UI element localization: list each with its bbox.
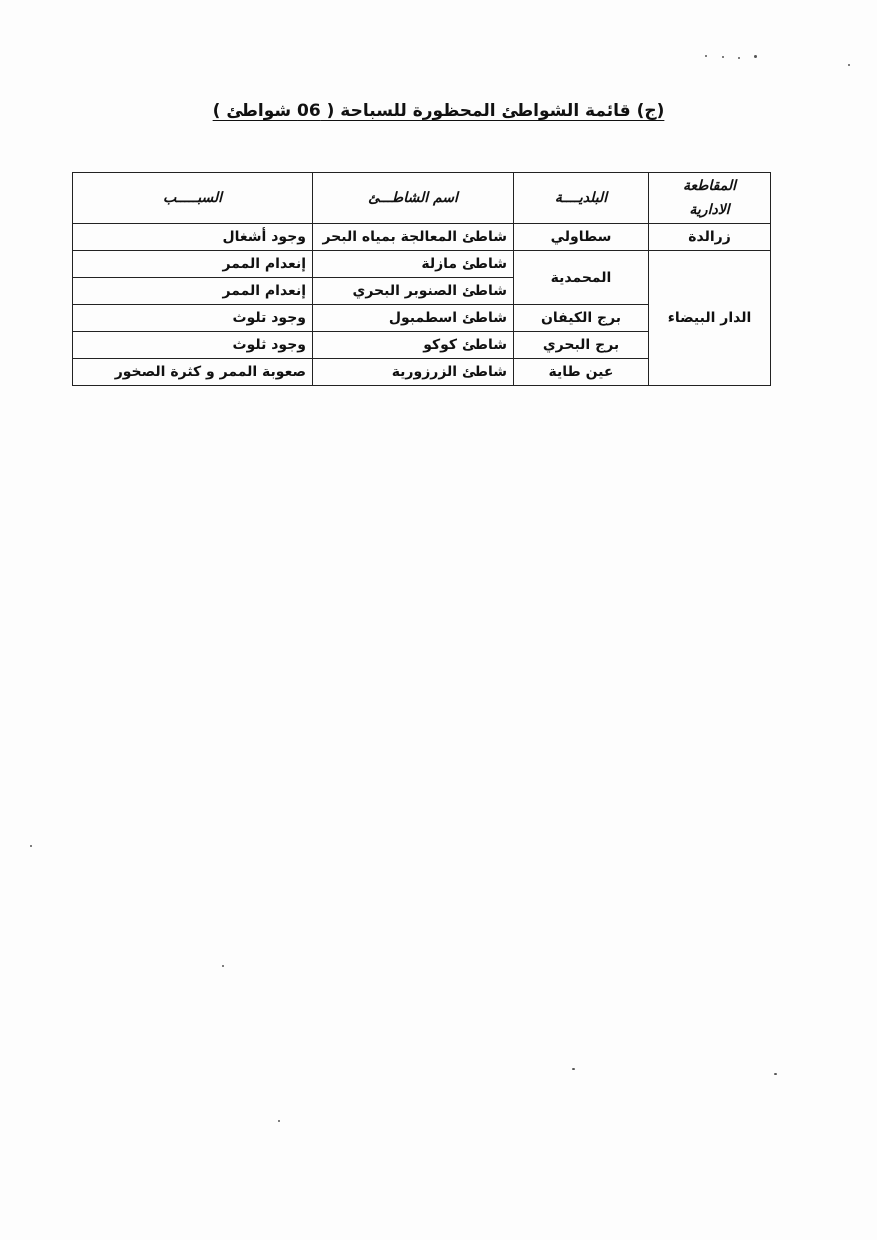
cell-commune: برج الكيفان [514, 305, 649, 332]
header-prefecture [649, 173, 771, 224]
document-title [0, 101, 877, 121]
scan-speck [774, 1073, 777, 1075]
header-beach: اسم الشاطـــئ [313, 173, 514, 224]
scan-speck [754, 55, 757, 58]
scan-speck [222, 965, 224, 967]
cell-beach: شاطئ كوكو [313, 332, 514, 359]
banned-beaches-table [72, 172, 771, 386]
cell-reason: وجود أشغال [73, 224, 313, 251]
scan-speck [848, 64, 850, 66]
table-header-row [73, 173, 771, 224]
cell-beach: شاطئ الصنوبر البحري [313, 278, 514, 305]
scan-speck [722, 56, 724, 58]
table-row [73, 224, 771, 251]
title-text: (ج) قائمة الشواطئ المحظورة للسباحة ( 06 شواطئ ) [212, 101, 665, 121]
cell-reason: إنعدام الممر [73, 251, 313, 278]
header-prefecture-line1: المقاطعة [683, 178, 736, 194]
cell-beach: شاطئ المعالجة بمياه البحر [313, 224, 514, 251]
cell-commune: عين طاية [514, 359, 649, 386]
scan-speck [738, 57, 740, 59]
cell-commune: المحمدية [514, 251, 649, 305]
cell-commune: سطاولي [514, 224, 649, 251]
cell-reason: وجود تلوث [73, 305, 313, 332]
cell-prefecture: الدار البيضاء [649, 251, 771, 386]
header-commune: البلديــــة [514, 173, 649, 224]
cell-beach: شاطئ اسطمبول [313, 305, 514, 332]
header-reason: السبـــــب [73, 173, 313, 224]
cell-commune: برج البحري [514, 332, 649, 359]
scan-speck [278, 1120, 280, 1122]
cell-reason: إنعدام الممر [73, 278, 313, 305]
cell-beach: شاطئ مازلة [313, 251, 514, 278]
scan-speck [30, 845, 32, 847]
header-prefecture-line2: الادارية [689, 202, 730, 218]
scan-speck [572, 1068, 575, 1070]
cell-prefecture: زرالدة [649, 224, 771, 251]
cell-reason: صعوبة الممر و كثرة الصخور [73, 359, 313, 386]
scan-speck [705, 55, 707, 57]
cell-beach: شاطئ الزرزورية [313, 359, 514, 386]
table-row [73, 251, 771, 278]
cell-reason: وجود ثلوث [73, 332, 313, 359]
